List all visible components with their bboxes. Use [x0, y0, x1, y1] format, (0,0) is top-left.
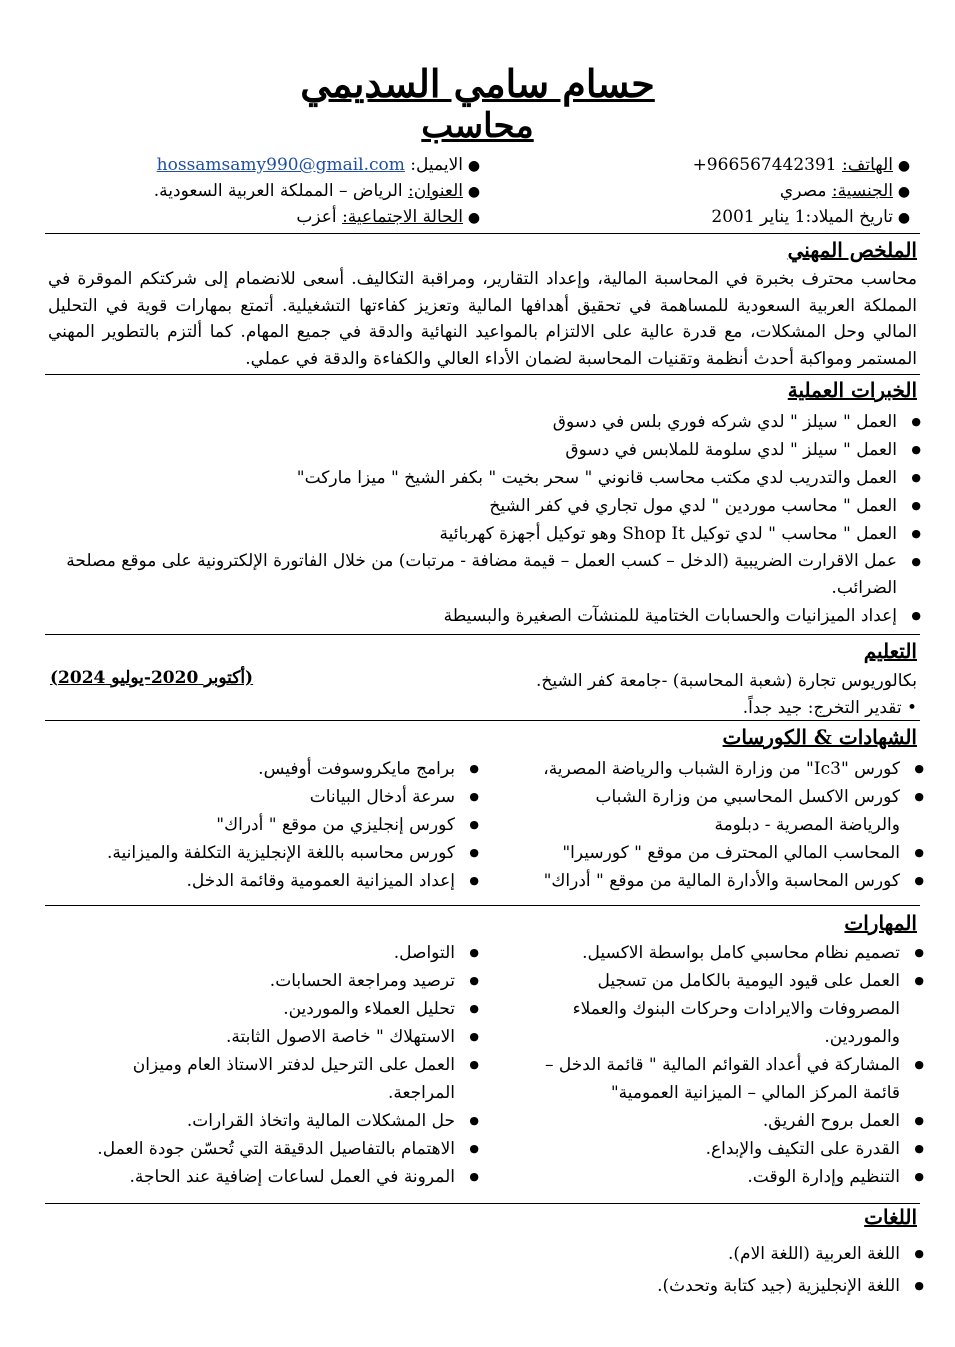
email-link[interactable]: hossamsamy990@gmail.com: [156, 155, 405, 175]
experience-heading: الخبرات العملية: [787, 378, 917, 402]
marital-label: الحالة الاجتماعية:: [342, 207, 463, 227]
divider: [45, 1203, 920, 1204]
list-item: ● كورس المحاسبة والأدارة المالية من موقع " أدراك": [535, 867, 930, 895]
birth-label: تاريخ الميلاد:: [805, 207, 893, 227]
list-item: ● اللغة الإنجليزية (جيد كتابة وتحدث).: [430, 1270, 930, 1302]
divider: [45, 233, 920, 234]
contact-left-column: [45, 152, 485, 230]
marital-row: ●الحالة الاجتماعية: أعزب: [296, 207, 481, 227]
list-item: ● العمل على قيود اليومية بالكامل من تسجيل المصروفات والايرادات وحركات البنوك والعملاء والموردين.: [545, 967, 930, 1051]
list-item: ● المرونة في العمل لساعات إضافية عند الحاجة.: [85, 1163, 485, 1191]
list-item: ● التواصل.: [85, 939, 485, 967]
courses-left-list: [75, 755, 485, 895]
education-heading: التعليم: [863, 639, 917, 663]
list-item: ● المشاركة في أعداد القوائم المالية " قائمة الدخل – قائمة المركز المالي – الميزانية العمومية": [545, 1051, 930, 1107]
list-item: ● القدرة على التكيف والإبداع.: [545, 1135, 930, 1163]
birth-value: 1 يناير 2001: [711, 207, 806, 227]
list-item: ● كورس "Ic3" من وزارة الشباب والرياضة المصرية،: [535, 755, 930, 783]
list-item: ● برامج مايكروسوفت أوفيس.: [75, 755, 485, 783]
job-title: محاسب: [421, 106, 534, 146]
contact-right-column: [495, 152, 915, 230]
phone-label: الهاتف:: [842, 155, 893, 175]
list-item: ● ترصيد ومراجعة الحسابات.: [85, 967, 485, 995]
list-item: ● العمل " سيلز " لدي سلومة للملابس في دسوق: [57, 436, 927, 464]
list-item: ● إعداد الميزانيات والحسابات الختامية للمنشآت الصغيرة والبسيطة: [57, 602, 927, 630]
list-item: ● تحليل العملاء والموردين.: [85, 995, 485, 1023]
email-label: الايميل:: [410, 155, 463, 175]
list-item: ● العمل والتدريب لدي مكتب محاسب قانوني " سحر بخيت " بكفر الشيخ " ميزا ماركت": [57, 464, 927, 492]
languages-heading: اللغات: [864, 1205, 917, 1229]
list-item: ● إعداد الميزانية العمومية وقائمة الدخل.: [75, 867, 485, 895]
person-name: حسام سامي السديمي: [300, 61, 655, 106]
list-item: ● العمل بروح الفريق.: [545, 1107, 930, 1135]
list-item: ● كورس محاسبه باللغة الإنجليزية التكلفة والميزانية.: [75, 839, 485, 867]
courses-heading: الشهادات & الكورسات: [722, 725, 917, 749]
experience-list: [57, 408, 927, 630]
phone-value: +966567442391: [692, 155, 837, 175]
degree: بكالوريوس تجارة (شعبة المحاسبة) -جامعة كفر الشيخ.: [536, 671, 917, 691]
nationality-label: الجنسية:: [831, 181, 893, 201]
summary-text: محاسب محترف بخبرة في المحاسبة المالية، وإعداد التقارير، ومراقبة التكاليف. أسعى للانضمام إلى شركتكم الموقرة في المملكة العربية السعودية للمساهمة في تحقيق أهدافها المالية وتعزيز كفاءتها التشغيلية. أتمتع بمهارات قوية في التحليل المالي وحل المشكلات، مع قدرة عالية على الالتزام بالمواعيد النهائية والدقة في جميع المهام. كما ألتزم بالتطوير المهني المستمر ومواكبة أحدث أنظمة وتقنيات المحاسبة لضمان الأداء العالي والكفاءة والدقة في عملي.: [48, 269, 917, 369]
list-item: ● حل المشكلات المالية واتخاذ القرارات.: [85, 1107, 485, 1135]
nationality-row: ●الجنسية: مصري: [779, 181, 911, 201]
list-item: ● المحاسب المالي المحترف من موقع " كورسيرا": [535, 839, 930, 867]
email-row: ●الايميل: hossamsamy990@gmail.com: [156, 155, 481, 175]
address-value: الرياض – المملكة العربية السعودية.: [153, 181, 403, 201]
list-item: ● العمل على الترحيل لدفتر الاستاذ العام وميزان المراجعة.: [85, 1051, 485, 1107]
list-item: ● تصميم نظام محاسبي كامل بواسطة الاكسيل.: [545, 939, 930, 967]
languages-list: [430, 1238, 930, 1302]
courses-right-list: [535, 755, 930, 895]
list-item: ● الاستهلاك " خاصة الاصول الثابتة.: [85, 1023, 485, 1051]
phone-row: ●الهاتف: +966567442391: [692, 155, 911, 175]
list-item: ● كورس إنجليزي من موقع " أدراك": [75, 811, 485, 839]
education-dates: (أكتوبر 2020-يوليو 2024): [50, 668, 254, 688]
divider: [45, 905, 920, 906]
divider: [45, 720, 920, 721]
divider: [45, 634, 920, 635]
marital-value: أعزب: [296, 207, 337, 227]
education-block: [417, 668, 917, 722]
nationality-value: مصري: [779, 181, 827, 201]
list-item: ● اللغة العربية (اللغة الام).: [430, 1238, 930, 1270]
address-label: العنوان:: [408, 181, 463, 201]
divider: [45, 374, 920, 375]
skills-heading: المهارات: [844, 911, 917, 935]
list-item: ● العمل " محاسب موردين " لدي مول تجاري في كفر الشيخ: [57, 492, 927, 520]
graduation-grade: • تقدير التخرج: جيد جداً.: [742, 698, 917, 718]
list-item: ● العمل " محاسب " لدي توكيل Shop It وهو توكيل أجهزة كهربائية: [57, 520, 927, 548]
skills-left-list: [85, 939, 485, 1191]
list-item: ● العمل " سيلز " لدي شركه فوري بلس في دسوق: [57, 408, 927, 436]
skills-right-list: [545, 939, 930, 1191]
list-item: ● عمل الاقرارت الضريبية (الدخل – كسب العمل – قيمة مضافة - مرتبات) من خلال الفاتورة الإلكترونية على موقع مصلحة الضرائب.: [57, 548, 927, 602]
summary-heading: الملخص المهني: [787, 238, 917, 262]
list-item: ● سرعة أدخال البيانات: [75, 783, 485, 811]
list-item: ● كورس الاكسل المحاسبي من وزارة الشباب والرياضة المصرية - دبلومة: [535, 783, 930, 839]
address-row: ●العنوان: الرياض – المملكة العربية السعودية.: [153, 181, 481, 201]
list-item: ● الاهتمام بالتفاصيل الدقيقة التي تُحسّن جودة العمل.: [85, 1135, 485, 1163]
birth-row: ●تاريخ الميلاد:1 يناير 2001: [711, 207, 911, 227]
list-item: ● التنظيم وإدارة الوقت.: [545, 1163, 930, 1191]
